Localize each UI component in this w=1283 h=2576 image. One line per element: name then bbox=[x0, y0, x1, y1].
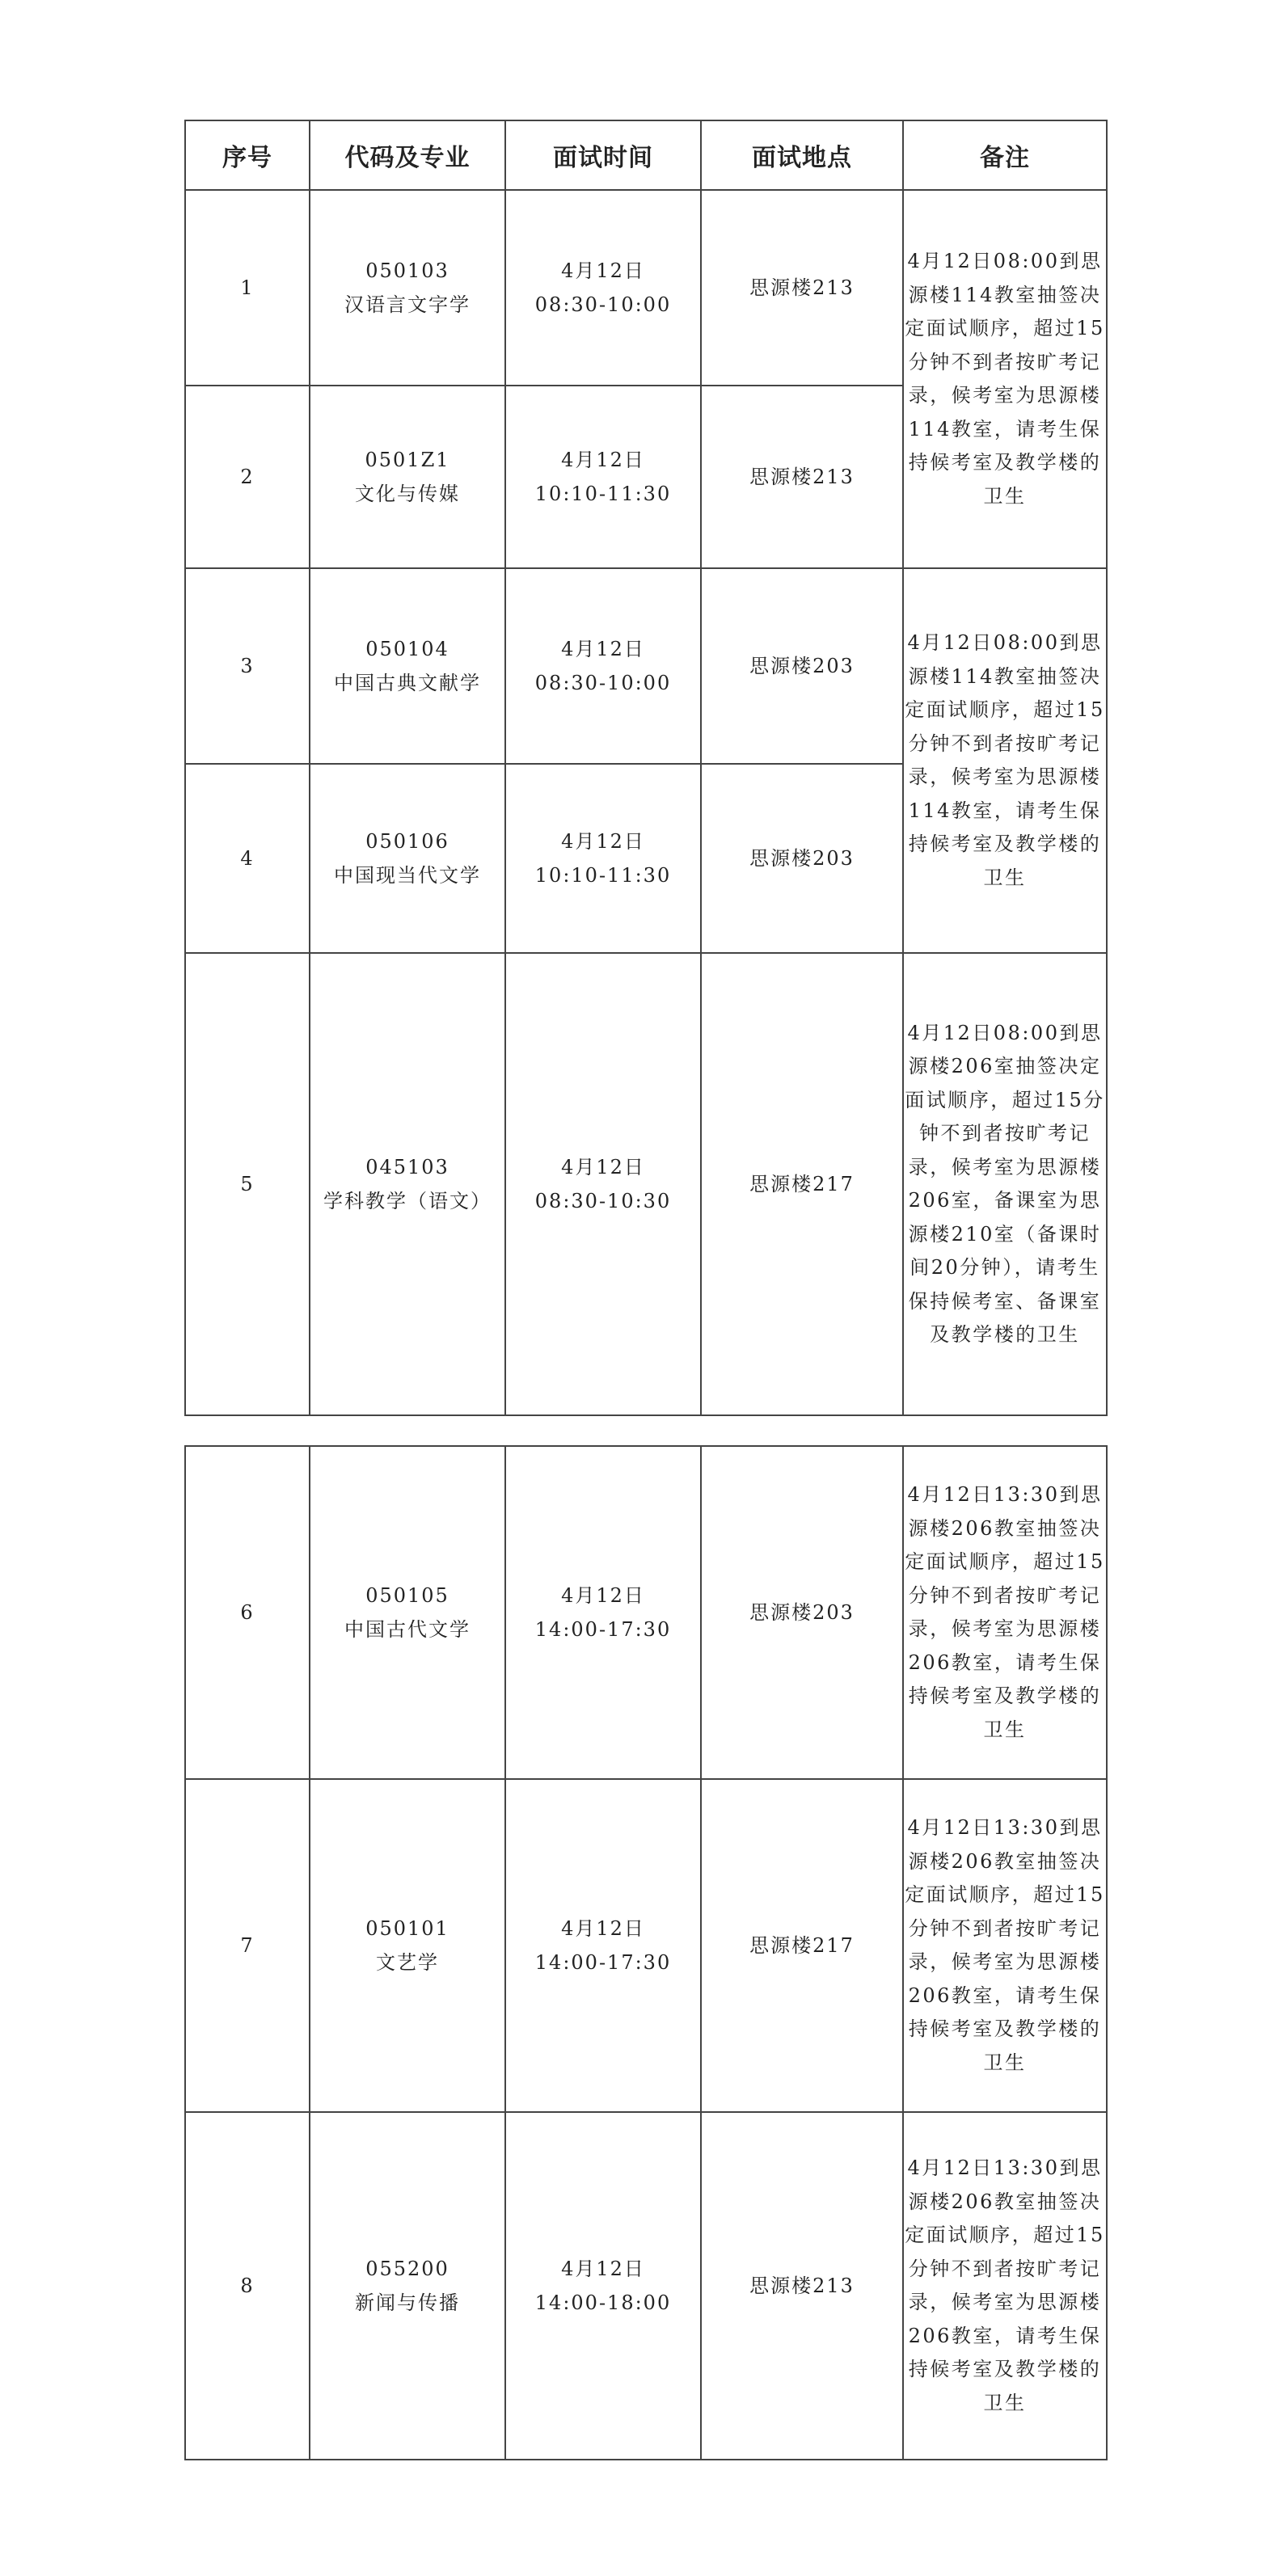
interview-date: 4月12日 bbox=[561, 259, 645, 282]
interview-date: 4月12日 bbox=[561, 1584, 645, 1607]
row-location: 思源楼203 bbox=[701, 1446, 903, 1779]
header-time: 面试时间 bbox=[505, 120, 701, 190]
row-note: 4月12日13:30到思源楼206教室抽签决定面试顺序，超过15分钟不到者按旷考记录，候考室为思源楼206教室，请考生保持候考室及教学楼的卫生 bbox=[903, 2112, 1107, 2460]
major-name: 汉语言文字学 bbox=[344, 293, 471, 316]
table-row bbox=[185, 2112, 1107, 2460]
major-code: 050106 bbox=[365, 830, 449, 853]
interview-date: 4月12日 bbox=[561, 638, 645, 660]
row-major bbox=[310, 1446, 505, 1779]
row-time bbox=[505, 1779, 701, 2112]
major-name: 中国古代文学 bbox=[344, 1618, 471, 1641]
major-code: 055200 bbox=[365, 2258, 449, 2280]
row-time bbox=[505, 386, 701, 568]
row-major bbox=[310, 190, 505, 386]
row-major bbox=[310, 568, 505, 764]
row-location: 思源楼217 bbox=[701, 1779, 903, 2112]
row-location: 思源楼203 bbox=[701, 764, 903, 953]
row-time bbox=[505, 568, 701, 764]
table-row bbox=[185, 190, 1107, 386]
row-seq: 2 bbox=[185, 386, 310, 568]
major-code: 050103 bbox=[365, 259, 449, 282]
major-code: 045103 bbox=[365, 1156, 449, 1178]
row-note: 4月12日08:00到思源楼114教室抽签决定面试顺序，超过15分钟不到者按旷考记录，候考室为思源楼114教室，请考生保持候考室及教学楼的卫生 bbox=[903, 190, 1107, 568]
interview-time: 14:00-18:00 bbox=[534, 2291, 672, 2314]
interview-time: 08:30-10:00 bbox=[534, 293, 672, 316]
major-name: 学科教学（语文） bbox=[323, 1190, 492, 1212]
major-name: 中国古典文献学 bbox=[334, 672, 481, 694]
row-seq: 6 bbox=[185, 1446, 310, 1779]
row-time bbox=[505, 2112, 701, 2460]
interview-schedule-table-2 bbox=[184, 1445, 1108, 2460]
row-seq: 3 bbox=[185, 568, 310, 764]
interview-schedule-table-1 bbox=[184, 120, 1108, 1416]
table-header-row bbox=[185, 120, 1107, 190]
row-major bbox=[310, 1779, 505, 2112]
interview-date: 4月12日 bbox=[561, 449, 645, 471]
interview-time: 08:30-10:30 bbox=[534, 1190, 672, 1212]
row-seq: 7 bbox=[185, 1779, 310, 2112]
table-row bbox=[185, 1446, 1107, 1779]
header-seq: 序号 bbox=[185, 120, 310, 190]
row-seq: 8 bbox=[185, 2112, 310, 2460]
row-seq: 4 bbox=[185, 764, 310, 953]
row-location: 思源楼217 bbox=[701, 953, 903, 1415]
interview-time: 14:00-17:30 bbox=[534, 1951, 672, 1974]
row-note: 4月12日13:30到思源楼206教室抽签决定面试顺序，超过15分钟不到者按旷考记录，候考室为思源楼206教室，请考生保持候考室及教学楼的卫生 bbox=[903, 1446, 1107, 1779]
table-row bbox=[185, 1779, 1107, 2112]
interview-date: 4月12日 bbox=[561, 2258, 645, 2280]
row-time bbox=[505, 764, 701, 953]
interview-date: 4月12日 bbox=[561, 830, 645, 853]
table-row bbox=[185, 953, 1107, 1415]
interview-time: 08:30-10:00 bbox=[534, 672, 672, 694]
row-major bbox=[310, 953, 505, 1415]
interview-time: 10:10-11:30 bbox=[534, 483, 672, 505]
interview-time: 10:10-11:30 bbox=[534, 864, 672, 887]
interview-date: 4月12日 bbox=[561, 1917, 645, 1940]
row-seq: 5 bbox=[185, 953, 310, 1415]
major-code: 050101 bbox=[365, 1917, 449, 1940]
row-seq: 1 bbox=[185, 190, 310, 386]
major-name: 中国现当代文学 bbox=[334, 864, 481, 887]
major-name: 文化与传媒 bbox=[355, 483, 460, 505]
header-major: 代码及专业 bbox=[310, 120, 505, 190]
major-code: 050105 bbox=[365, 1584, 449, 1607]
row-time bbox=[505, 1446, 701, 1779]
header-location: 面试地点 bbox=[701, 120, 903, 190]
row-note: 4月12日08:00到思源楼114教室抽签决定面试顺序，超过15分钟不到者按旷考记录，候考室为思源楼114教室，请考生保持候考室及教学楼的卫生 bbox=[903, 568, 1107, 953]
interview-time: 14:00-17:30 bbox=[534, 1618, 672, 1641]
table-row bbox=[185, 568, 1107, 764]
row-time bbox=[505, 953, 701, 1415]
major-code: 050104 bbox=[365, 638, 449, 660]
row-location: 思源楼213 bbox=[701, 190, 903, 386]
row-note: 4月12日13:30到思源楼206教室抽签决定面试顺序，超过15分钟不到者按旷考记录，候考室为思源楼206教室，请考生保持候考室及教学楼的卫生 bbox=[903, 1779, 1107, 2112]
row-time bbox=[505, 190, 701, 386]
row-major bbox=[310, 386, 505, 568]
row-major bbox=[310, 764, 505, 953]
major-name: 文艺学 bbox=[376, 1951, 439, 1974]
major-code: 0501Z1 bbox=[365, 449, 450, 471]
row-location: 思源楼203 bbox=[701, 568, 903, 764]
row-major bbox=[310, 2112, 505, 2460]
major-name: 新闻与传播 bbox=[355, 2291, 460, 2314]
row-location: 思源楼213 bbox=[701, 2112, 903, 2460]
interview-date: 4月12日 bbox=[561, 1156, 645, 1178]
row-location: 思源楼213 bbox=[701, 386, 903, 568]
row-note: 4月12日08:00到思源楼206室抽签决定面试顺序，超过15分钟不到者按旷考记录，候考室为思源楼206室，备课室为思源楼210室（备课时间20分钟），请考生保持候考室、备课室及教学楼的卫生 bbox=[903, 953, 1107, 1415]
header-note: 备注 bbox=[903, 120, 1107, 190]
